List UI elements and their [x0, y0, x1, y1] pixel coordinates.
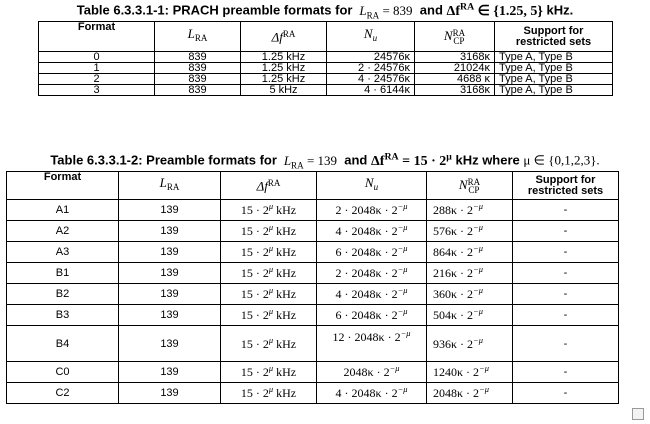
cell-format: B3 — [7, 305, 119, 326]
cell-nu: $6 \cdot 2048\kappa \cdot 2^{-\mu}$ — [317, 242, 427, 263]
cell-nu: 4 · 6144κ — [327, 85, 415, 96]
cell-support: - — [513, 383, 619, 404]
table1 — [38, 21, 613, 96]
cell-nu: 4 · 24576κ — [327, 74, 415, 85]
table-row — [39, 52, 613, 63]
cell-nu: $4 \cdot 2048\kappa \cdot 2^{-\mu}$ — [317, 383, 427, 404]
cell-l: 139 — [119, 200, 221, 221]
cell-df: $15 \cdot 2^\mu$ kHz — [221, 221, 317, 242]
paste-options-icon[interactable] — [632, 408, 644, 420]
header-l: $L_{RA}$ — [119, 172, 221, 200]
table-row — [7, 263, 619, 284]
cell-format: C0 — [7, 362, 119, 383]
caption-mid: kHz where — [455, 152, 520, 168]
cell-nu: $2 \cdot 2048\kappa \cdot 2^{-\mu}$ — [317, 200, 427, 221]
cell-l: 139 — [119, 305, 221, 326]
cell-nu: 2 · 24576κ — [327, 63, 415, 74]
cell-format: A3 — [7, 242, 119, 263]
cell-nu: 24576κ — [327, 52, 415, 63]
table-row — [7, 284, 619, 305]
header-format: Format — [7, 172, 119, 200]
cell-df: $15 \cdot 2^\mu$ kHz — [221, 305, 317, 326]
header-support: Support for restricted sets — [495, 22, 613, 52]
cell-format: B2 — [7, 284, 119, 305]
caption-math: $L_{RA} = 139$ — [283, 152, 338, 171]
cell-df: 1.25 kHz — [241, 52, 327, 63]
table2-caption — [0, 151, 650, 170]
cell-l: 139 — [119, 284, 221, 305]
header-format: Format — [39, 22, 155, 52]
table2 — [6, 171, 619, 404]
cell-support: - — [513, 221, 619, 242]
cell-format: A1 — [7, 200, 119, 221]
cell-support: - — [513, 242, 619, 263]
cell-ncp: 21024κ — [415, 63, 495, 74]
cell-ncp: $504\kappa \cdot 2^{-\mu}$ — [427, 305, 513, 326]
cell-format: 0 — [39, 52, 155, 63]
caption-math-df: $\Delta f^{RA}$ ∈ {1.25, 5} — [446, 1, 543, 19]
header-nu: $N_u$ — [327, 22, 415, 52]
table-row — [7, 326, 619, 362]
caption-suffix: kHz. — [546, 2, 574, 18]
cell-df: $15 \cdot 2^\mu$ kHz — [221, 383, 317, 404]
cell-l: 139 — [119, 362, 221, 383]
cell-ncp: 3168κ — [415, 52, 495, 63]
table-row — [7, 383, 619, 404]
caption-math: $L_{RA} = 839$ — [359, 2, 413, 21]
cell-ncp: $1240\kappa \cdot 2^{-\mu}$ — [427, 362, 513, 383]
cell-nu: $2 \cdot 2048\kappa \cdot 2^{-\mu}$ — [317, 263, 427, 284]
cell-l: 839 — [155, 74, 241, 85]
cell-support: - — [513, 263, 619, 284]
cell-format: B1 — [7, 263, 119, 284]
table-row — [39, 74, 613, 85]
table-row — [7, 242, 619, 263]
cell-l: 839 — [155, 63, 241, 74]
cell-support: - — [513, 200, 619, 221]
cell-df: $15 \cdot 2^\mu$ kHz — [221, 284, 317, 305]
caption-and: and — [344, 152, 368, 168]
cell-ncp: $216\kappa \cdot 2^{-\mu}$ — [427, 263, 513, 284]
table-row — [7, 305, 619, 326]
cell-ncp: $288\kappa \cdot 2^{-\mu}$ — [427, 200, 513, 221]
header-nu: $N_u$ — [317, 172, 427, 200]
header-ncp: NRA CP — [415, 22, 495, 52]
cell-format: 1 — [39, 63, 155, 74]
cell-nu: $2048\kappa \cdot 2^{-\mu}$ — [317, 362, 427, 383]
header-support: Support for restricted sets — [513, 172, 619, 200]
header-df: $\Delta f^{RA}$ — [221, 172, 317, 200]
cell-l: 139 — [119, 326, 221, 362]
caption-text: Table 6.3.3.1-1: PRACH preamble formats for — [76, 2, 353, 18]
cell-support: - — [513, 326, 619, 362]
cell-format: C2 — [7, 383, 119, 404]
caption-and: and — [419, 2, 443, 18]
cell-ncp: $576\kappa \cdot 2^{-\mu}$ — [427, 221, 513, 242]
cell-ncp: 3168κ — [415, 85, 495, 96]
cell-format: 3 — [39, 85, 155, 96]
cell-df: $15 \cdot 2^\mu$ kHz — [221, 263, 317, 284]
cell-ncp: $2048\kappa \cdot 2^{-\mu}$ — [427, 383, 513, 404]
cell-l: 139 — [119, 263, 221, 284]
header-ncp: NRA CP — [427, 172, 513, 200]
cell-df: 1.25 kHz — [241, 63, 327, 74]
cell-support: Type A, Type B — [495, 74, 613, 85]
header-df: $\Delta f^{RA}$ — [241, 22, 327, 52]
cell-l: 139 — [119, 221, 221, 242]
cell-format: A2 — [7, 221, 119, 242]
cell-df: $15 \cdot 2^\mu$ kHz — [221, 242, 317, 263]
table-row — [7, 221, 619, 242]
cell-df: 1.25 kHz — [241, 74, 327, 85]
table-row — [7, 362, 619, 383]
cell-l: 139 — [119, 242, 221, 263]
cell-ncp: $864\kappa \cdot 2^{-\mu}$ — [427, 242, 513, 263]
caption-math-df: $\Delta f^{RA} = 15 \cdot 2^\mu$ — [371, 151, 452, 169]
cell-ncp: 4688 κ — [415, 74, 495, 85]
caption-mu: μ ∈ {0,1,2,3}. — [523, 152, 600, 168]
table-row — [7, 200, 619, 221]
cell-nu: $6 \cdot 2048\kappa \cdot 2^{-\mu}$ — [317, 305, 427, 326]
cell-df: $15 \cdot 2^\mu$ kHz — [221, 326, 317, 362]
cell-l: 139 — [119, 383, 221, 404]
cell-l: 839 — [155, 52, 241, 63]
cell-format: B4 — [7, 326, 119, 362]
cell-support: Type A, Type B — [495, 52, 613, 63]
caption-text: Table 6.3.3.1-2: Preamble formats for — [50, 152, 277, 168]
cell-ncp: $936\kappa \cdot 2^{-\mu}$ — [427, 326, 513, 362]
cell-nu: $12 \cdot 2048\kappa \cdot 2^{-\mu}$ — [317, 326, 427, 362]
cell-support: - — [513, 284, 619, 305]
cell-ncp: $360\kappa \cdot 2^{-\mu}$ — [427, 284, 513, 305]
table1-caption — [0, 1, 650, 20]
cell-support: Type A, Type B — [495, 63, 613, 74]
cell-support: - — [513, 305, 619, 326]
cell-df: $15 \cdot 2^\mu$ kHz — [221, 362, 317, 383]
cell-nu: $4 \cdot 2048\kappa \cdot 2^{-\mu}$ — [317, 284, 427, 305]
header-l: $L_{RA}$ — [155, 22, 241, 52]
table-row — [39, 63, 613, 74]
cell-nu: $4 \cdot 2048\kappa \cdot 2^{-\mu}$ — [317, 221, 427, 242]
cell-df: $15 \cdot 2^\mu$ kHz — [221, 200, 317, 221]
cell-support: - — [513, 362, 619, 383]
table-row — [39, 85, 613, 96]
cell-df: 5 kHz — [241, 85, 327, 96]
cell-support: Type A, Type B — [495, 85, 613, 96]
cell-l: 839 — [155, 85, 241, 96]
cell-format: 2 — [39, 74, 155, 85]
